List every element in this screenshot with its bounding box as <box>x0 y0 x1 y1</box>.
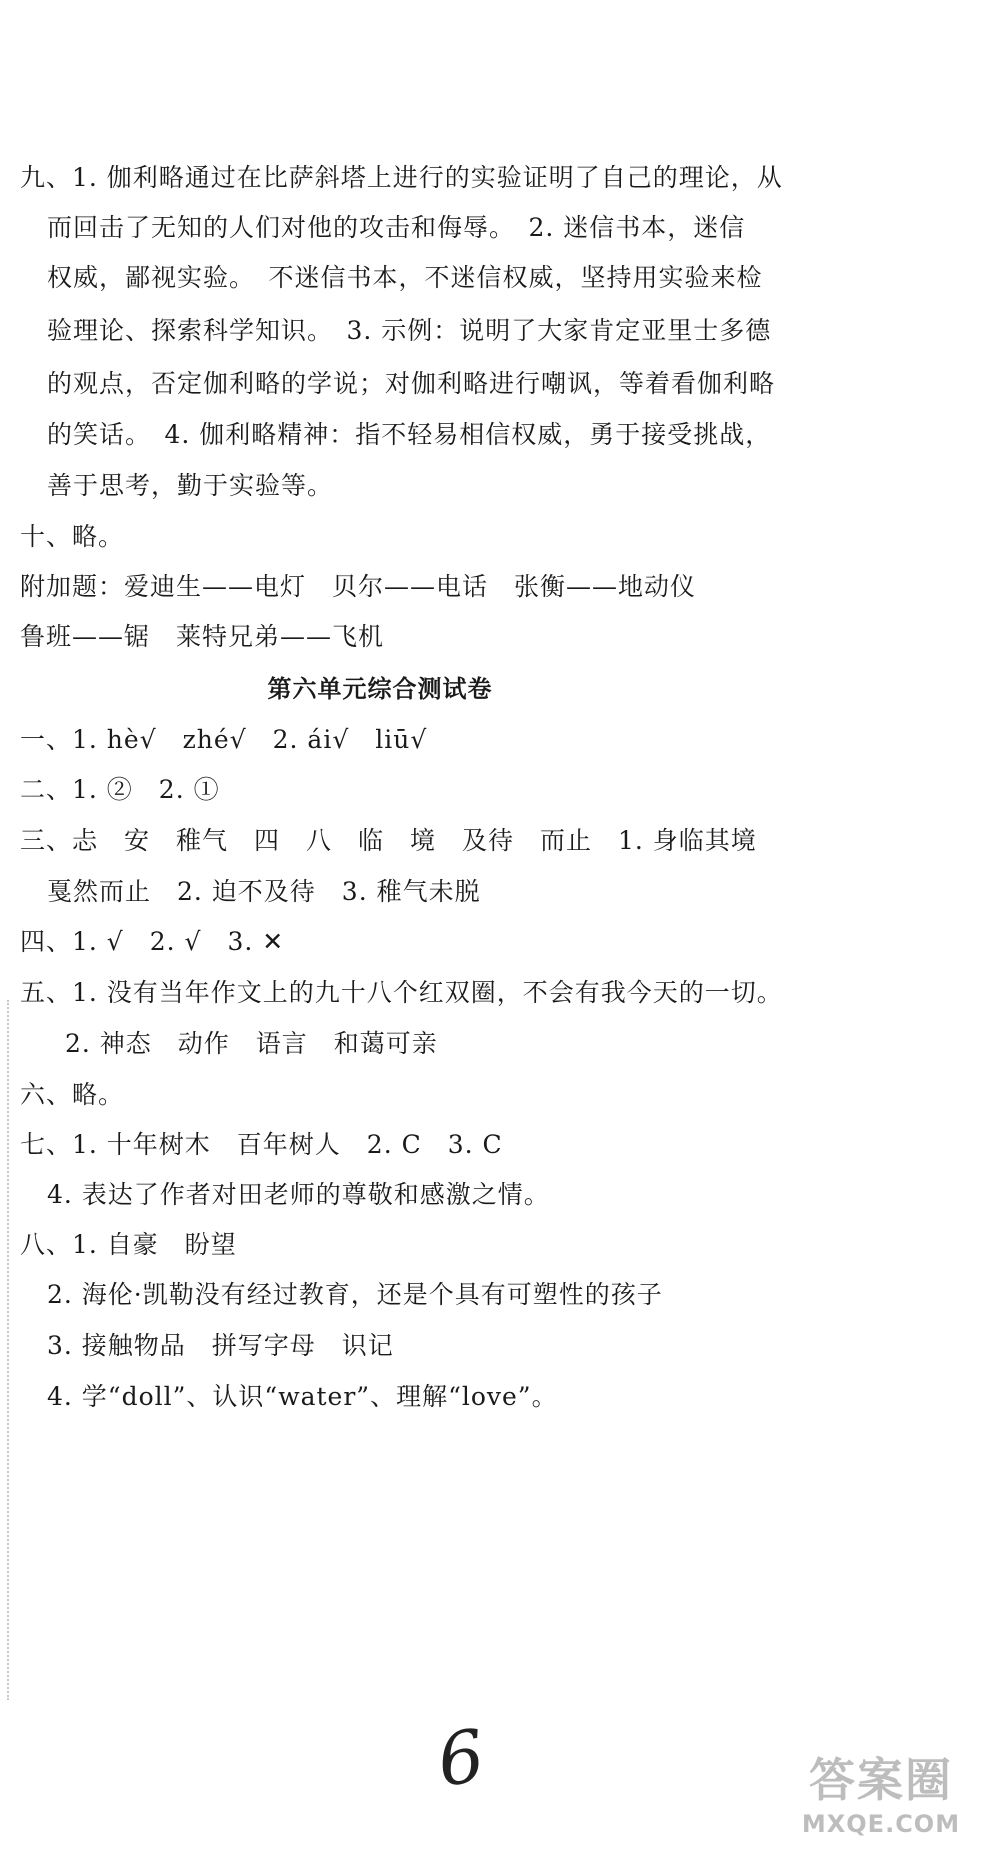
q8-answer: 3. 接触物品 拼写字母 识记 <box>47 1331 394 1360</box>
bonus-line: 附加题：爱迪生——电灯 贝尔——电话 张衡——地动仪 <box>20 572 697 601</box>
q5-answer: 五、1. 没有当年作文上的九十八个红双圈，不会有我今天的一切。 <box>20 978 783 1007</box>
q4-answer: 四、1. √ 2. √ 3. ✕ <box>20 927 285 956</box>
section-9-line: 而回击了无知的人们对他的攻击和侮辱。 2. 迷信书本，迷信 <box>47 213 746 242</box>
page-number: 6 <box>432 1713 490 1803</box>
q6-answer: 六、略。 <box>20 1080 125 1109</box>
q8-answer: 八、1. 自豪 盼望 <box>20 1230 237 1259</box>
section-9-line: 的笑话。 4. 伽利略精神：指不轻易相信权威，勇于接受挑战， <box>47 420 772 449</box>
section-9-line: 九、1. 伽利略通过在比萨斜塔上进行的实验证明了自己的理论，从 <box>20 163 783 192</box>
section-9-line: 验理论、探索科学知识。 3. 示例：说明了大家肯定亚里士多德 <box>47 316 772 345</box>
watermark <box>776 1751 986 1851</box>
section-9-line: 权威，鄙视实验。 不迷信书本，不迷信权威，坚持用实验来检 <box>47 263 763 292</box>
q8-answer: 2. 海伦·凯勒没有经过教育，还是个具有可塑性的孩子 <box>47 1280 663 1309</box>
watermark-url: MXQE.COM <box>801 1810 961 1838</box>
watermark-logo: 答案圈 <box>809 1753 953 1807</box>
q1-answer: 一、1. hè√ zhé√ 2. ái√ liū√ <box>20 725 428 754</box>
bonus-line: 鲁班——锯 莱特兄弟——飞机 <box>20 622 385 651</box>
binding-margin-line <box>7 1000 9 1700</box>
q7-answer: 七、1. 十年树木 百年树人 2. C 3. C <box>20 1130 503 1159</box>
q8-answer: 4. 学“doll”、认识“water”、理解“love”。 <box>47 1382 558 1411</box>
q7-answer: 4. 表达了作者对田老师的尊敬和感激之情。 <box>47 1180 550 1209</box>
section-9-line: 的观点，否定伽利略的学说；对伽利略进行嘲讽，等着看伽利略 <box>47 369 776 398</box>
q2-answer: 二、1. ② 2. ① <box>20 775 220 804</box>
section-10-answer: 十、略。 <box>20 522 125 551</box>
section-9-line: 善于思考，勤于实验等。 <box>47 471 334 500</box>
q3-answer: 戛然而止 2. 迫不及待 3. 稚气未脱 <box>47 877 481 906</box>
q5-answer: 2. 神态 动作 语言 和蔼可亲 <box>65 1029 438 1058</box>
unit-6-title: 第六单元综合测试卷 <box>267 675 493 703</box>
q3-answer: 三、忐 安 稚气 四 八 临 境 及待 而止 1. 身临其境 <box>20 826 757 855</box>
